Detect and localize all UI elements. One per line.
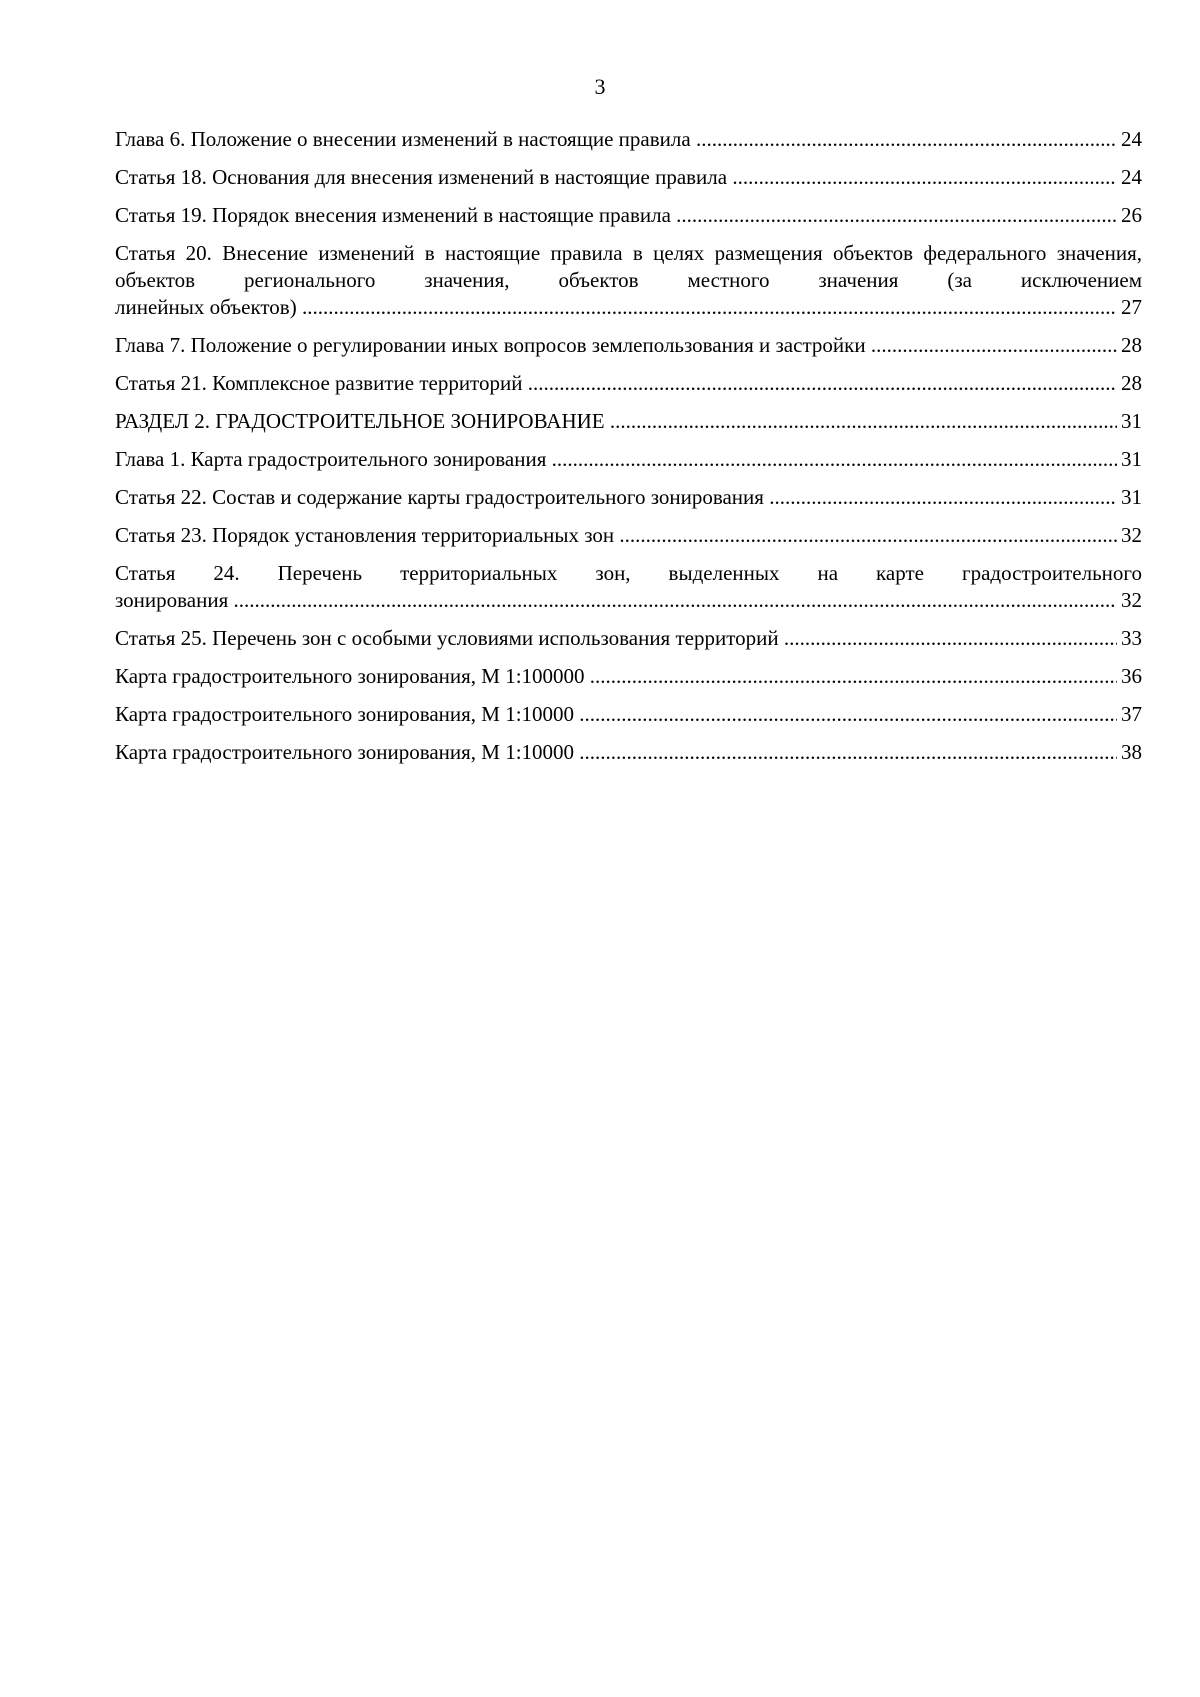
- toc-page-number: 24: [1117, 164, 1142, 191]
- toc-page-number: 32: [1117, 587, 1142, 614]
- toc-entry[interactable]: [115, 663, 1142, 690]
- toc-page-number: 32: [1117, 522, 1142, 549]
- toc-entry-title: Статья 20. Внесение изменений в настоящие правила в целях размещения объектов федерального значения, объектов регионального значения, объектов местного значения (за исключением: [115, 241, 1142, 292]
- toc-page-number: 37: [1117, 701, 1142, 728]
- toc-entry-title: Статья 21. Комплексное развитие территорий .....: [115, 370, 1117, 397]
- table-of-contents: [115, 126, 1142, 777]
- toc-entry-title: Статья 22. Состав и содержание карты градостроительного зонирования .....: [115, 484, 1117, 511]
- toc-entry-title-continuation: линейных объектов) .....: [115, 294, 1117, 321]
- toc-page-number: 31: [1117, 484, 1142, 511]
- page-number: 3: [594, 74, 606, 99]
- toc-entry-title: Глава 7. Положение о регулировании иных вопросов землепользования и застройки .....: [115, 332, 1117, 359]
- toc-page-number: 26: [1117, 202, 1142, 229]
- toc-entry-title: Карта градостроительного зонирования, М 1:100000 .....: [115, 663, 1117, 690]
- toc-entry[interactable]: [115, 370, 1142, 397]
- toc-page-number: 33: [1117, 625, 1142, 652]
- toc-page-number: 36: [1117, 663, 1142, 690]
- toc-entry[interactable]: [115, 446, 1142, 473]
- toc-entry-title: Статья 23. Порядок установления территориальных зон .....: [115, 522, 1117, 549]
- toc-entry-title: РАЗДЕЛ 2. ГРАДОСТРОИТЕЛЬНОЕ ЗОНИРОВАНИЕ .....: [115, 408, 1117, 435]
- toc-page-number: 38: [1117, 739, 1142, 766]
- toc-entry[interactable]: [115, 625, 1142, 652]
- toc-entry[interactable]: [115, 522, 1142, 549]
- toc-entry-title: Карта градостроительного зонирования, М 1:10000 .....: [115, 701, 1117, 728]
- toc-entry-title: Глава 6. Положение о внесении изменений в настоящие правила .....: [115, 126, 1117, 153]
- toc-page-number: 31: [1117, 446, 1142, 473]
- toc-page-number: 28: [1117, 370, 1142, 397]
- toc-page-number: 27: [1117, 294, 1142, 321]
- toc-entry[interactable]: [115, 484, 1142, 511]
- toc-entry-title-continuation: зонирования .....: [115, 587, 1117, 614]
- toc-entry[interactable]: [115, 560, 1142, 614]
- toc-page-number: 24: [1117, 126, 1142, 153]
- toc-entry[interactable]: [115, 408, 1142, 435]
- toc-entry-title: Статья 24. Перечень территориальных зон, выделенных на карте градостроительного: [115, 561, 1142, 585]
- toc-page-number: 28: [1117, 332, 1142, 359]
- toc-entry-title: Глава 1. Карта градостроительного зонирования .....: [115, 446, 1117, 473]
- toc-entry-title: Статья 19. Порядок внесения изменений в настоящие правила .....: [115, 202, 1117, 229]
- toc-entry[interactable]: [115, 126, 1142, 153]
- toc-entry[interactable]: [115, 701, 1142, 728]
- toc-entry[interactable]: [115, 240, 1142, 321]
- toc-entry-title: Карта градостроительного зонирования, М 1:10000 .....: [115, 739, 1117, 766]
- toc-entry[interactable]: [115, 332, 1142, 359]
- toc-entry-title: Статья 25. Перечень зон с особыми условиями использования территорий .....: [115, 625, 1117, 652]
- toc-page-number: 31: [1117, 408, 1142, 435]
- toc-entry[interactable]: [115, 164, 1142, 191]
- toc-entry-title: Статья 18. Основания для внесения изменений в настоящие правила .....: [115, 164, 1117, 191]
- toc-entry[interactable]: [115, 739, 1142, 766]
- toc-entry[interactable]: [115, 202, 1142, 229]
